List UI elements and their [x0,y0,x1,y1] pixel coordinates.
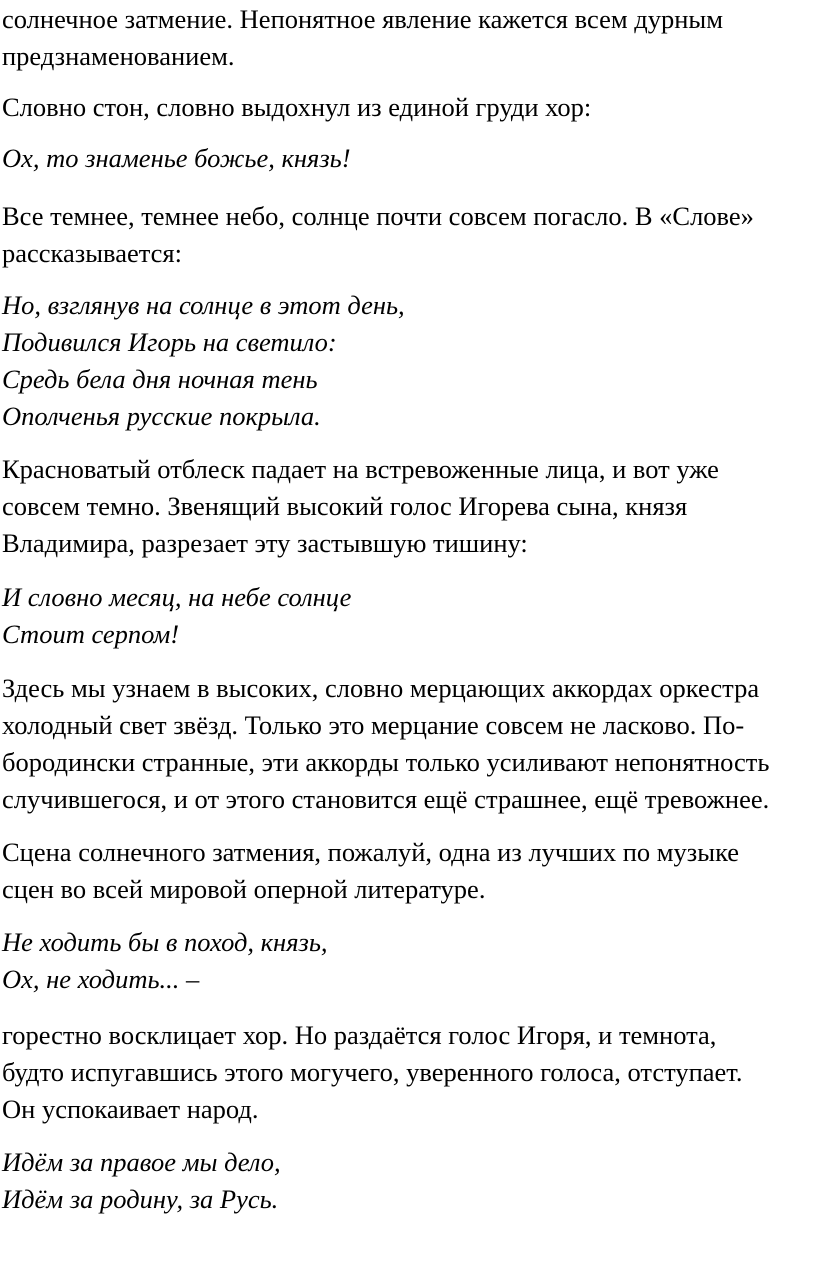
text-line: бородински странные, эти аккорды только усиливают непонятность [2,747,770,777]
verse-line: Идём за правое мы дело, [2,1147,281,1177]
text-line: Словно стон, словно выдохнул из единой груди хор: [2,92,592,122]
text-line: Сцена солнечного затмения, пожалуй, одна из лучших по музыке [2,837,740,867]
paragraph-1 [2,1,723,75]
text-line: Все темнее, темнее небо, солнце почти совсем погасло. В «Слове» [2,201,754,231]
verse-2 [2,287,405,435]
verse-line: Но, взглянув на солнце в этот день, [2,290,405,320]
verse-line: Идём за родину, за Русь. [2,1184,279,1214]
verse-line: Ох, то знаменье божье, князь! [2,143,351,173]
verse-4 [2,924,328,998]
text-line: солнечное затмение. Непонятное явление кажется всем дурным [2,4,723,34]
text-line: Владимира, разрезает эту застывшую тишину: [2,528,528,558]
text-line: совсем темно. Звенящий высокий голос Игорева сына, князя [2,491,688,521]
text-line: случившегося, и от этого становится ещё страшнее, ещё тревожнее. [2,784,770,814]
text-line: Здесь мы узнаем в высоких, словно мерцающих аккордах оркестра [2,673,760,703]
paragraph-4 [2,451,719,562]
verse-line: Средь бела дня ночная тень [2,364,318,394]
text-line: сцен во всей мировой оперной литературе. [2,874,486,904]
verse-line: Ох, не ходить... – [2,964,200,994]
text-line: холодный свет звёзд. Только это мерцание совсем не ласково. По- [2,710,745,740]
text-line: Он успокаивает народ. [2,1094,259,1124]
text-line: будто испугавшись этого могучего, уверенного голоса, отступает. [2,1057,743,1087]
text-line: Красноватый отблеск падает на встревоженные лица, и вот уже [2,454,719,484]
paragraph-6 [2,834,739,908]
verse-line: Стоит серпом! [2,619,180,649]
paragraph-2 [2,89,591,126]
paragraph-5 [2,670,769,818]
verse-line: Не ходить бы в поход, князь, [2,927,328,957]
text-line: предзнаменованием. [2,41,235,71]
verse-3 [2,579,351,653]
verse-line: Подивился Игорь на светило: [2,327,337,357]
text-line: рассказывается: [2,238,182,268]
verse-line: И словно месяц, на небе солнце [2,582,352,612]
verse-line: Ополченья русские покрыла. [2,401,321,431]
verse-5 [2,1144,281,1218]
text-line: горестно восклицает хор. Но раздаётся голос Игоря, и темнота, [2,1020,717,1050]
paragraph-7 [2,1017,743,1128]
paragraph-3 [2,198,754,272]
verse-1 [2,140,351,177]
